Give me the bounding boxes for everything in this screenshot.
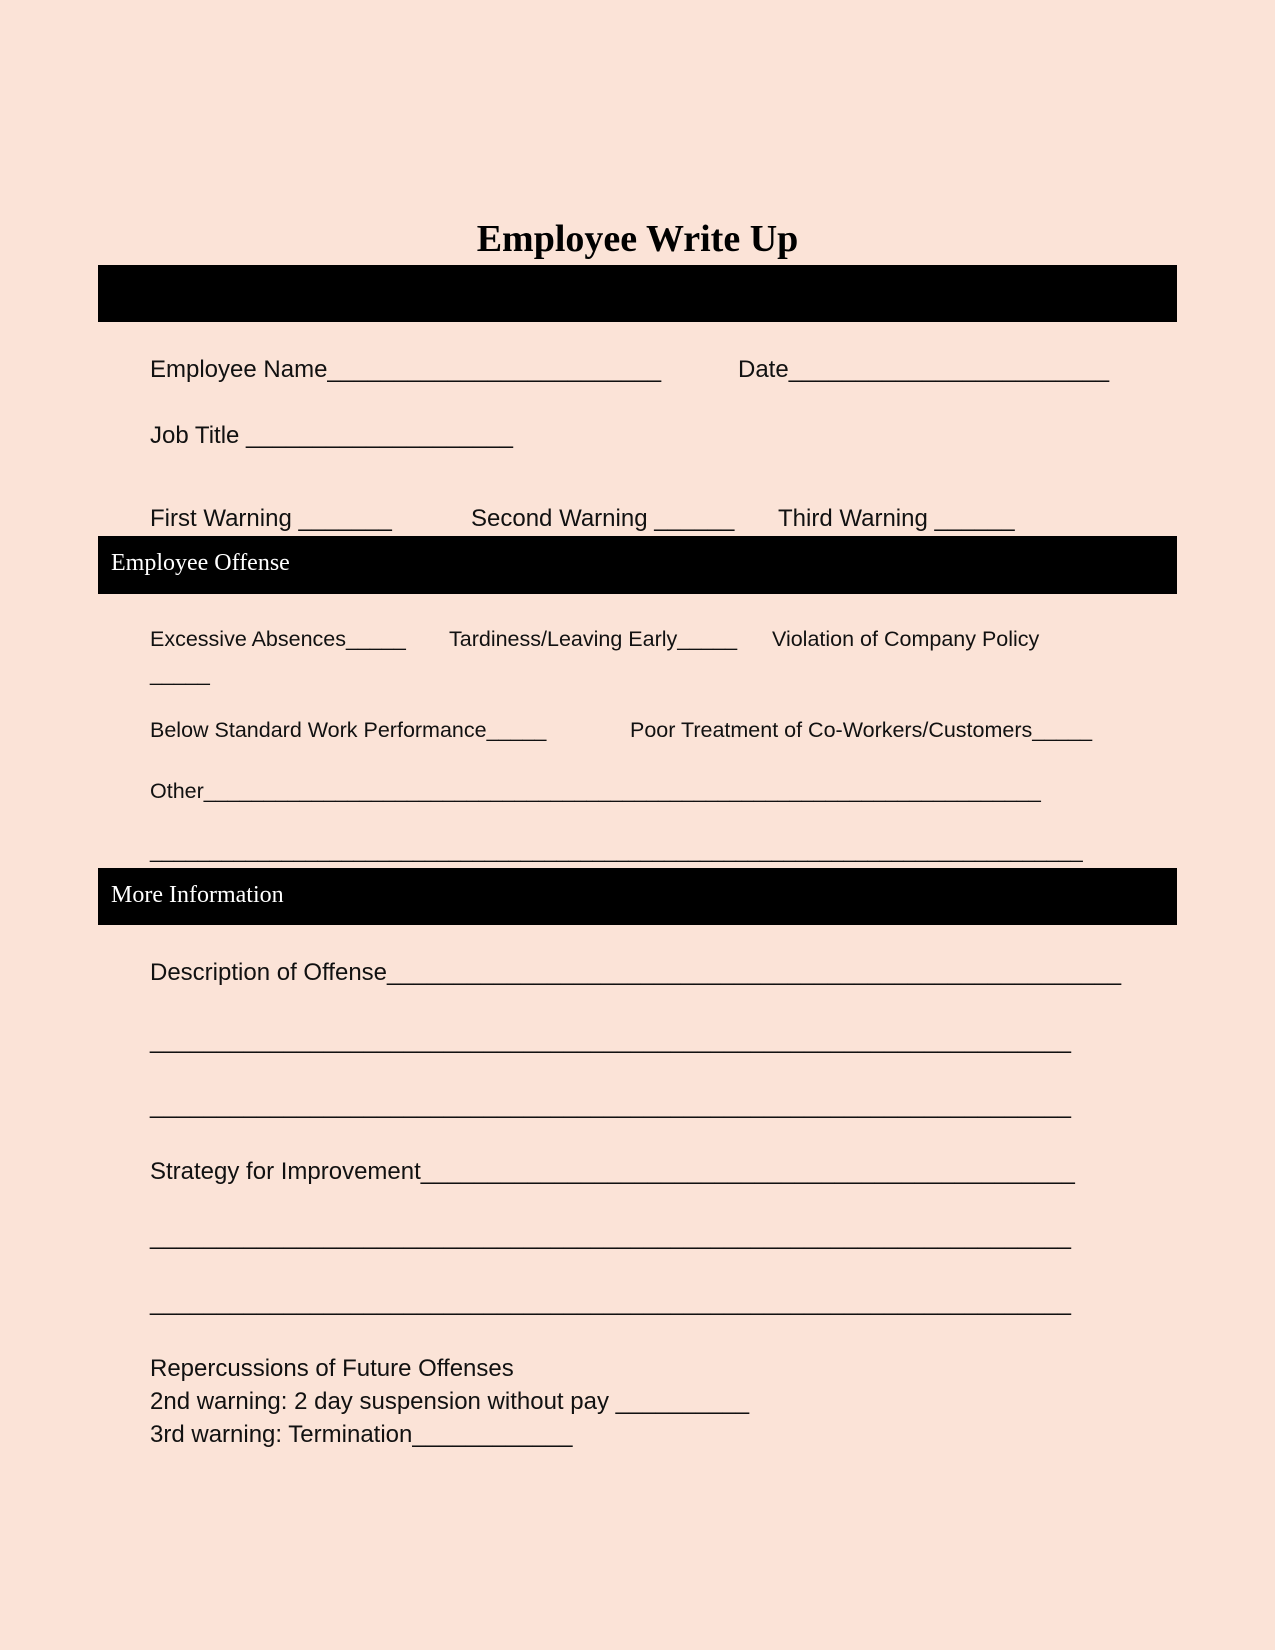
other-extra-line[interactable]: ______________________________________________________________________________ bbox=[150, 839, 1083, 863]
job-title-field[interactable]: Job Title ____________________ bbox=[150, 422, 513, 449]
employee-offense-band bbox=[98, 536, 1177, 594]
violation-of-policy-label: Violation of Company Policy bbox=[772, 627, 1040, 651]
repercussions-title: Repercussions of Future Offenses bbox=[150, 1355, 514, 1382]
description-line-2[interactable]: _____________________________________________________________________ bbox=[150, 1092, 1071, 1119]
strategy-line-1[interactable]: _____________________________________________________________________ bbox=[150, 1223, 1071, 1250]
employee-name-field[interactable]: Employee Name_________________________ bbox=[150, 356, 662, 383]
date-field[interactable]: Date________________________ bbox=[738, 356, 1110, 383]
other-field[interactable]: Other______________________________________________________________________ bbox=[150, 779, 1041, 803]
third-warning-termination-field[interactable]: 3rd warning: Termination____________ bbox=[150, 1421, 573, 1448]
description-of-offense-field[interactable]: Description of Offense_______________________________________________________ bbox=[150, 959, 1122, 986]
employee-offense-heading: Employee Offense bbox=[111, 550, 290, 576]
below-standard-field[interactable]: Below Standard Work Performance_____ bbox=[150, 718, 547, 742]
violation-of-policy-blank[interactable]: _____ bbox=[150, 662, 210, 686]
header-band bbox=[98, 265, 1177, 322]
second-warning-suspension-field[interactable]: 2nd warning: 2 day suspension without pay __________ bbox=[150, 1388, 750, 1415]
poor-treatment-field[interactable]: Poor Treatment of Co-Workers/Customers_____ bbox=[630, 718, 1093, 742]
second-warning-field[interactable]: Second Warning ______ bbox=[471, 505, 735, 532]
first-warning-field[interactable]: First Warning _______ bbox=[150, 505, 392, 532]
more-information-band bbox=[98, 868, 1177, 925]
document-title: Employee Write Up bbox=[476, 218, 799, 260]
more-information-heading: More Information bbox=[111, 882, 284, 908]
strategy-for-improvement-field[interactable]: Strategy for Improvement_________________________________________________ bbox=[150, 1158, 1075, 1185]
third-warning-field[interactable]: Third Warning ______ bbox=[778, 505, 1015, 532]
excessive-absences-field[interactable]: Excessive Absences_____ bbox=[150, 627, 406, 651]
tardiness-field[interactable]: Tardiness/Leaving Early_____ bbox=[449, 627, 738, 651]
strategy-line-2[interactable]: _____________________________________________________________________ bbox=[150, 1289, 1071, 1316]
description-line-1[interactable]: _____________________________________________________________________ bbox=[150, 1027, 1071, 1054]
